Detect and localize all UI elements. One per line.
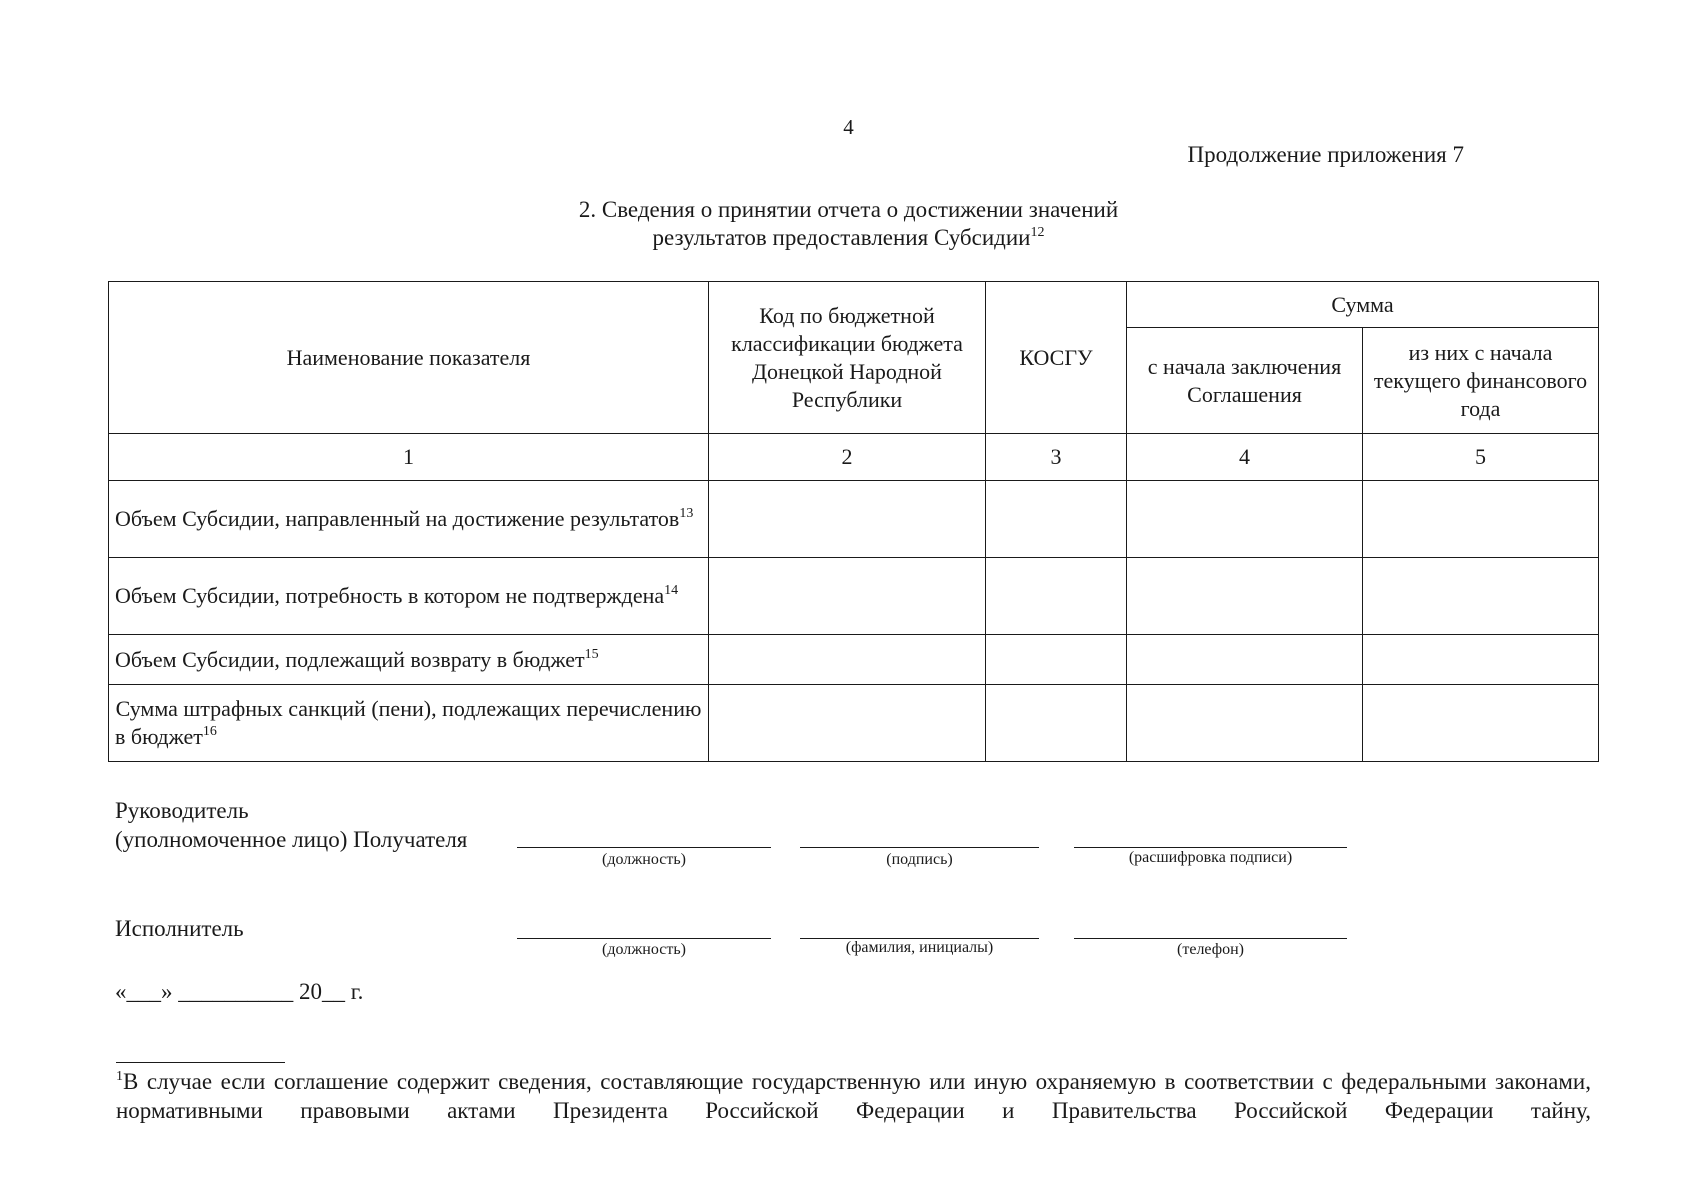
since-agreement-cell[interactable] (1127, 481, 1363, 558)
row-label-text: Объем Субсидии, направленный на достижение результатов (115, 506, 680, 531)
footnote-text: В случае если соглашение содержит сведения, составляющие государственную или иную охраняемую в соответствии с федеральными законами, нормативными правовыми актами Президента Российской Федерации и Правительства Российской Федерации тайну, (116, 1069, 1591, 1123)
date-line: «___» __________ 20__ г. (115, 979, 364, 1004)
section-title-line-2-text: результатов предоставления Субсидии (652, 225, 1031, 250)
head-signature-line[interactable] (800, 847, 1039, 848)
row-label-text: Объем Субсидии, подлежащий возврату в бюджет (115, 646, 585, 672)
header-current-year: из них с начала текущего финансового года (1363, 328, 1599, 434)
column-number-row (109, 434, 1599, 481)
head-signature-caption: (подпись) (886, 851, 953, 868)
header-sum: Сумма (1127, 282, 1599, 328)
column-number: 3 (986, 434, 1127, 481)
footnote-marker: 1 (116, 1069, 123, 1084)
table-row (109, 635, 1599, 685)
header-row (109, 282, 1599, 328)
current-year-cell[interactable] (1363, 558, 1599, 635)
kosgu-cell[interactable] (986, 685, 1127, 762)
footnote (116, 1067, 1591, 1125)
section-title (0, 196, 1697, 252)
head-position-line[interactable] (517, 847, 771, 848)
head-label-line-2: (уполномоченное лицо) Получателя (115, 827, 468, 852)
head-signature-decode-line[interactable] (1074, 847, 1347, 848)
executor-name-caption: (фамилия, инициалы) (845, 939, 994, 956)
head-signature-decode-caption: (расшифровка подписи) (1128, 849, 1293, 866)
executor-position-line[interactable] (517, 938, 771, 939)
row-label-text: Объем Субсидии, потребность в котором не подтверждена (115, 583, 665, 608)
budget-code-cell[interactable] (709, 685, 986, 762)
header-name: Наименование показателя (109, 282, 709, 434)
since-agreement-cell[interactable] (1127, 685, 1363, 762)
row-label (109, 685, 709, 762)
head-position-caption: (должность) (602, 851, 686, 868)
row-label (109, 481, 709, 558)
report-table (108, 281, 1599, 762)
header-kosgu: КОСГУ (986, 282, 1127, 434)
column-number: 4 (1127, 434, 1363, 481)
head-label-line-1: Руководитель (115, 798, 249, 823)
header-budget-code: Код по бюджетной классификации бюджета Донецкой Народной Республики (709, 282, 986, 434)
table-row (109, 685, 1599, 762)
current-year-cell[interactable] (1363, 635, 1599, 685)
kosgu-cell[interactable] (986, 481, 1127, 558)
current-year-cell[interactable] (1363, 685, 1599, 762)
executor-label: Исполнитель (115, 916, 244, 941)
since-agreement-cell[interactable] (1127, 558, 1363, 635)
budget-code-cell[interactable] (709, 558, 986, 635)
header-since-agreement: с начала заключения Соглашения (1127, 328, 1363, 434)
kosgu-cell[interactable] (986, 558, 1127, 635)
section-title-line-1: 2. Сведения о принятии отчета о достижении значений (578, 197, 1119, 222)
current-year-cell[interactable] (1363, 481, 1599, 558)
executor-phone-line[interactable] (1074, 938, 1347, 939)
table-row (109, 558, 1599, 635)
footnote-ref: 16 (202, 724, 217, 739)
footnote-ref: 13 (679, 506, 694, 521)
executor-position-caption: (должность) (602, 941, 686, 958)
kosgu-cell[interactable] (986, 635, 1127, 685)
section-title-line-2 (0, 224, 1697, 252)
footnote-ref: 15 (584, 646, 599, 662)
footnote-separator (116, 1062, 285, 1063)
page-number: 4 (843, 115, 854, 139)
budget-code-cell[interactable] (709, 635, 986, 685)
row-label (109, 558, 709, 635)
head-label (115, 796, 467, 854)
column-number: 5 (1363, 434, 1599, 481)
executor-phone-caption: (телефон) (1177, 941, 1244, 958)
appendix-note: Продолжение приложения 7 (1187, 142, 1464, 167)
table-row (109, 481, 1599, 558)
row-label (109, 635, 709, 685)
since-agreement-cell[interactable] (1127, 635, 1363, 685)
row-label-text: Сумма штрафных санкций (пени), подлежащих перечислению в бюджет (115, 696, 702, 749)
column-number: 1 (109, 434, 709, 481)
budget-code-cell[interactable] (709, 481, 986, 558)
footnote-ref: 12 (1030, 225, 1045, 240)
footnote-ref: 14 (664, 583, 679, 598)
column-number: 2 (709, 434, 986, 481)
